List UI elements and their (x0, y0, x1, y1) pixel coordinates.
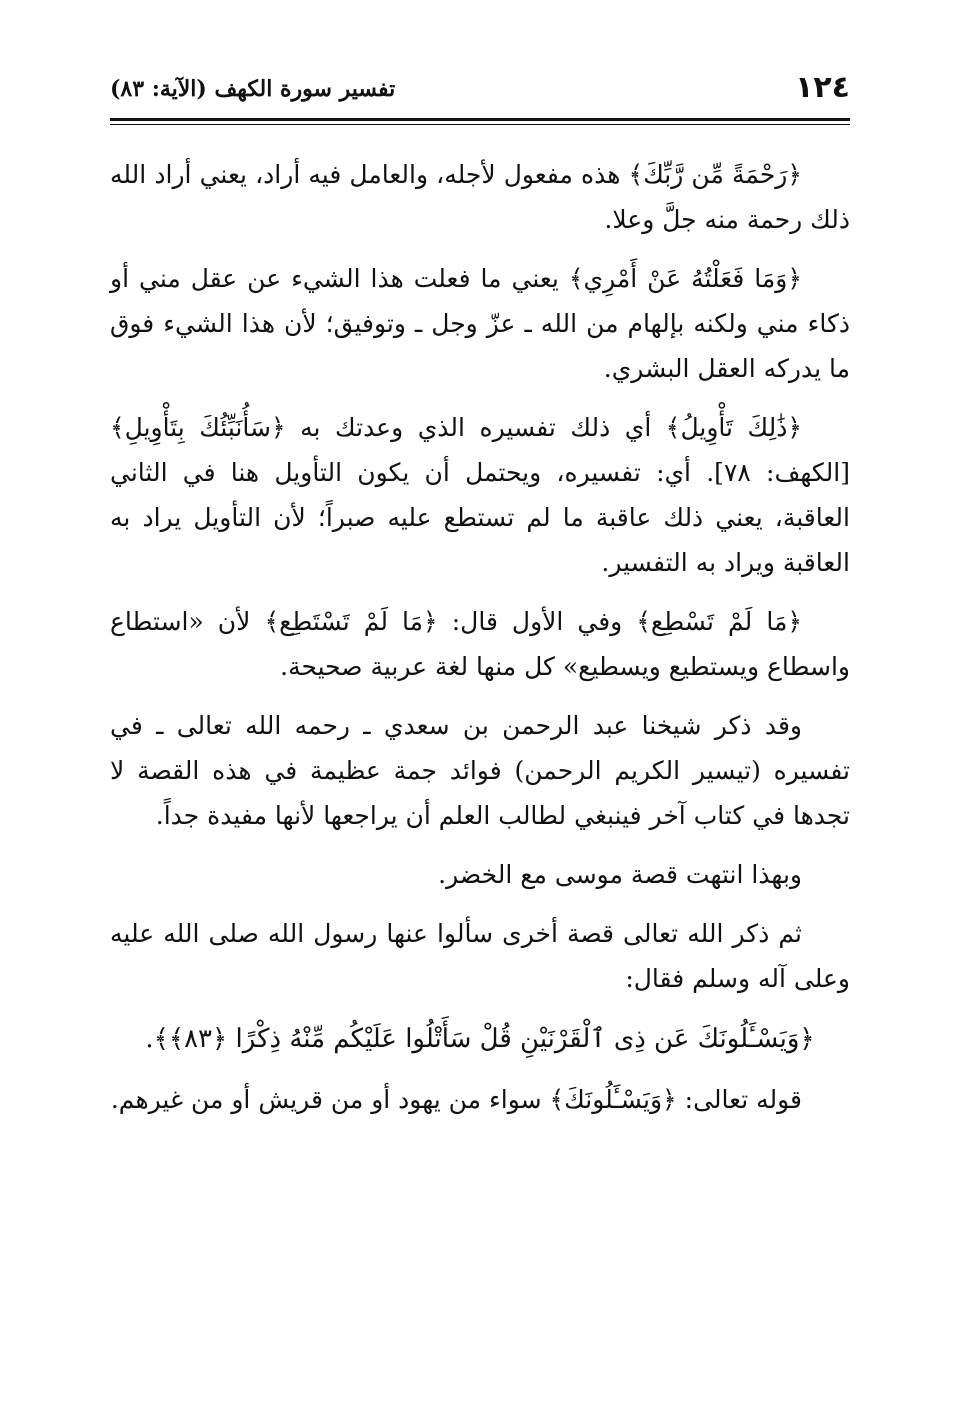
page-number: ١٢٤ (795, 70, 850, 105)
quran-verse: ﴿وَيَسْـَٔلُونَكَ عَن ذِى ٱلْقَرْنَيْنِ قُلْ سَأَتْلُوا عَلَيْكُم مِّنْهُ ذِكْرًا ﴿٨٣﴾﴾. (145, 1024, 815, 1054)
header-rule-thick (110, 118, 850, 121)
paragraph-wama-faaltuhu: ﴿وَمَا فَعَلْتُهُ عَنْ أَمْرِي﴾ يعني ما فعلت هذا الشيء عن عقل مني أو ذكاء مني ولكنه بإلهام من الله ـ عزّ وجل ـ وتوفيق؛ لأن هذا الشيء فوق ما يدركه العقل البشري. (110, 264, 850, 383)
paragraph-ma-lam-tasti: ﴿مَا لَمْ تَسْطِع﴾ وفي الأول قال: ﴿مَا لَمْ تَسْتَطِع﴾ لأن «استطاع واسطاع ويستطيع ويسطيع» كل منها لغة عربية صحيحة. (110, 607, 850, 681)
paragraph-yasalunaka: قوله تعالى: ﴿وَيَسْـَٔلُونَكَ﴾ سواء من يهود أو من قريش أو من غيرهم. (110, 1085, 802, 1114)
book-page (110, 60, 850, 1380)
page-content (110, 152, 850, 1136)
paragraph-ibn-saadi: وقد ذكر شيخنا عبد الرحمن بن سعدي ـ رحمه الله تعالى ـ في تفسيره (تيسير الكريم الرحمن) فوائد جمة عظيمة في هذه القصة لا تجدها في كتاب آخر فينبغي لطالب العلم أن يراجعها لأنها مفيدة جداً. (110, 711, 850, 830)
paragraph-next-story: ثم ذكر الله تعالى قصة أخرى سألوا عنها رسول الله صلى الله عليه وعلى آله وسلم فقال: (110, 919, 850, 993)
page-header (110, 60, 850, 116)
running-title: تفسير سورة الكهف (الآية: ٨٣) (110, 76, 396, 102)
paragraph-end-story: وبهذا انتهت قصة موسى مع الخضر. (438, 860, 802, 889)
paragraph-dhalika-tawil: ﴿ذَٰلِكَ تَأْوِيلُ﴾ أي ذلك تفسيره الذي وعدتك به ﴿سَأُنَبِّئُكَ بِتَأْوِيلِ﴾ [الكهف: ٧٨]. أي: تفسيره، ويحتمل أن يكون التأويل هنا في الثاني العاقبة، يعني ذلك عاقبة ما لم تستطع عليه صبراً؛ لأن التأويل يراد به العاقبة ويراد به التفسير. (110, 413, 850, 577)
paragraph-rahmah: ﴿رَحْمَةً مِّن رَّبِّكَ﴾ هذه مفعول لأجله، والعامل فيه أراد، يعني أراد الله ذلك رحمة منه جلَّ وعلا. (110, 160, 850, 234)
header-rule-thin (110, 124, 850, 125)
